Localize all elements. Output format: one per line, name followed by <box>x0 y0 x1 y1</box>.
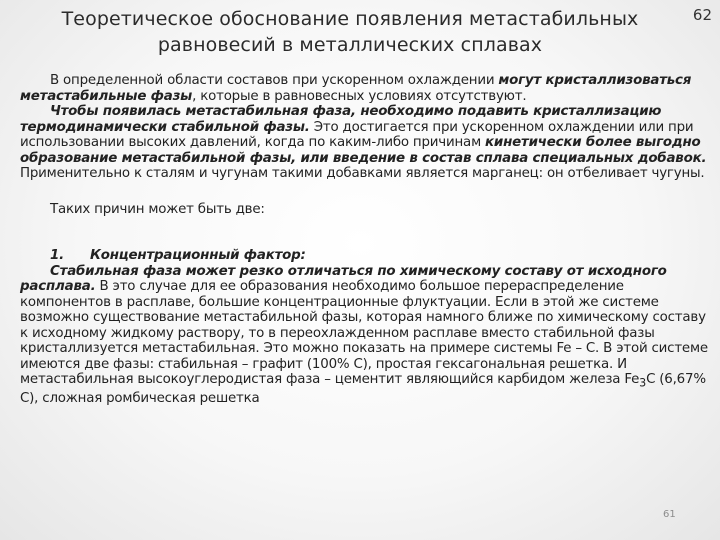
p2-text-d: Применительно к сталям и чугунам такими добавками является марганец: он отбеливает чугуны. <box>20 166 705 181</box>
list-heading: Концентрационный фактор: <box>90 248 306 263</box>
p1-text-c: , которые в равновесных условиях отсутствуют. <box>192 88 527 104</box>
p4-text-c: C (6,67% C), сложная ромбическая решетка <box>20 372 706 407</box>
slide-number: 62 <box>692 6 712 24</box>
p1-text-a: В определенной области составов при ускоренном охлаждении <box>50 73 499 88</box>
paragraph-two-reasons: Таких причин может быть две: <box>50 201 265 217</box>
slide-title: Теоретическое обоснование появления метастабильных равновесий в металлических сплавах <box>61 8 639 56</box>
paragraph-concentration-details <box>20 264 710 407</box>
list-number: 1. <box>50 248 65 263</box>
paragraph-suppress-crystallization <box>20 104 710 182</box>
spacer <box>20 217 710 248</box>
p2-emphasis-a: Чтобы появилась метастабильная фаза, необходимо подавить кристаллизацию термодинамически стабильной фазы. <box>20 104 662 135</box>
spacer <box>20 182 710 202</box>
p2-emphasis-c: кинетически более выгодно образование метастабильной фазы, или введение в состав сплава специальных добавок. <box>20 135 707 166</box>
list-item-concentration-factor <box>20 248 710 264</box>
p2-text-b: Это достигается при ускоренном охлаждении или при использовании высоких давлений, когда по каким-либо причинам <box>20 119 694 150</box>
footer-page-number: 61 <box>663 509 676 520</box>
p1-emphasis: могут кристаллизоваться метастабильные фазы <box>20 73 692 104</box>
paragraph-metastable-phases <box>20 73 710 104</box>
p4-text-b: В это случае для ее образования необходимо большое перераспределение компонентов в расплаве, большие концентрационные флуктуации. Если в этой же системе возможно существование метастабильной фазы, которая намного ближе по химическому составу к исходному жидкому раствору, то в переохлажденном расплаве вместо стабильной фазы кристаллизуется метастабильная. Это можно показать на примере системы Fe – C. В этой системе имеются две фазы: стабильная – графит (100% С), простая гексагональная решетка. И метастабильная высокоуглеродистая фаза – цементит являющийся карбидом железа Fe <box>20 279 708 387</box>
p4-emphasis: Стабильная фаза может резко отличаться по химическому составу от исходного расплава. <box>20 263 667 294</box>
p4-subscript: 3 <box>639 376 647 390</box>
slide-body <box>20 73 710 407</box>
